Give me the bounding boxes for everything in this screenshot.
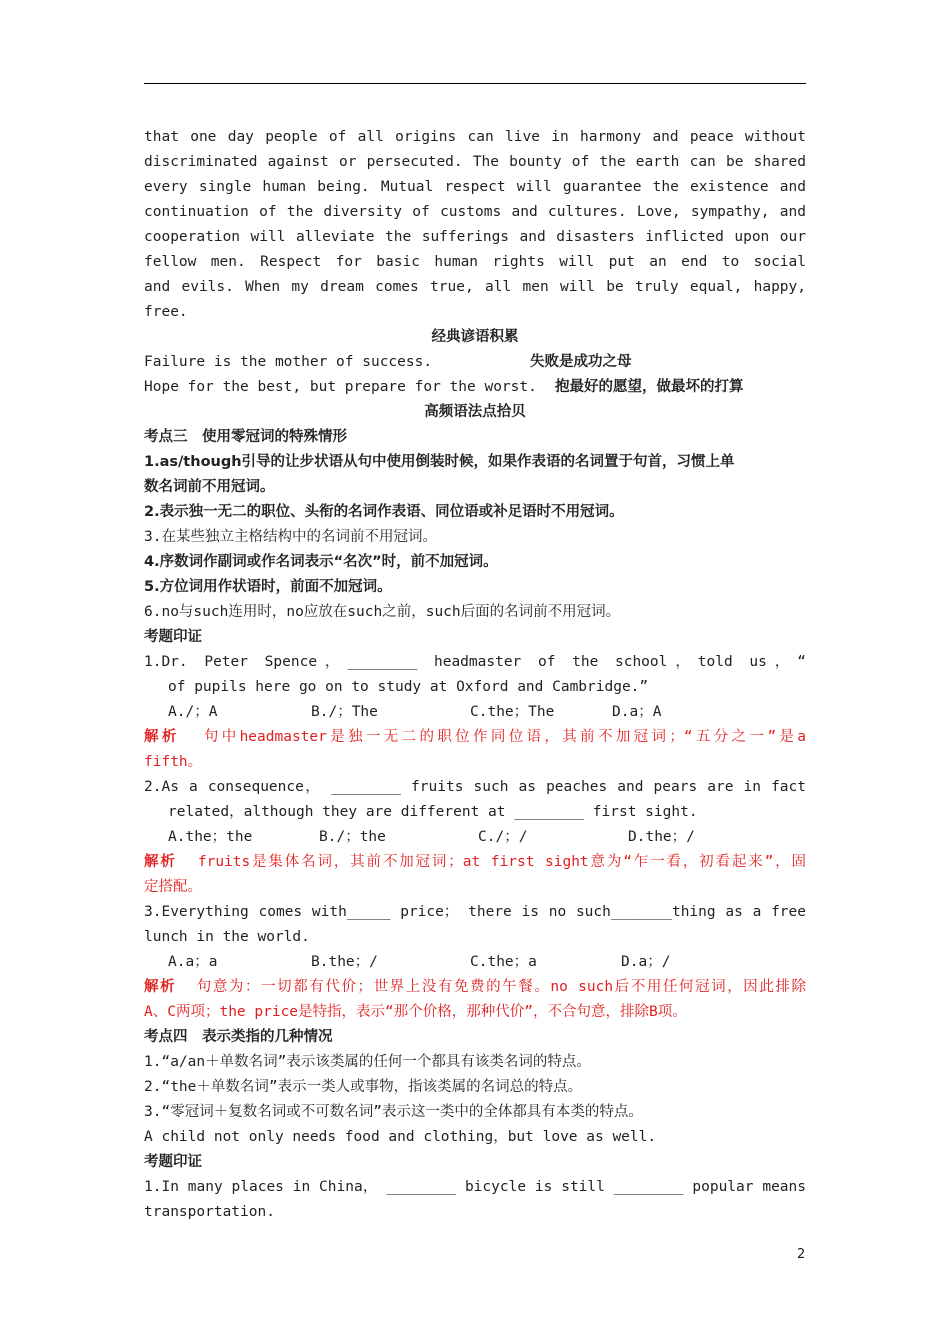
essay-line: continuation of the diversity of customs and cultures. Love, sympathy, and: [144, 204, 806, 220]
analysis: [144, 850, 806, 875]
rule-item: 3.“零冠词＋复数名词或不可数名词”表示这一类中的全体都具有本类的特点。: [144, 1104, 643, 1120]
proverb-zh: 抱最好的愿望，做最坏的打算: [555, 379, 744, 395]
rule-item: 2.“the＋单数名词”表示一类人或事物，指该类属的名词总的特点。: [144, 1079, 583, 1095]
analysis-label: 解析: [144, 729, 180, 745]
option-c: C.the；a: [470, 954, 537, 970]
rule-item: 数名词前不用冠词。: [144, 479, 275, 495]
option-b: B./；The: [311, 704, 378, 720]
exam-label: 考题印证: [144, 1154, 202, 1170]
option-d: D.a；A: [612, 704, 662, 720]
analysis-cont: fifth。: [144, 754, 203, 770]
option-d: D.the；/: [628, 829, 695, 845]
question-stem: 1.In many places in China， ________ bicycle is still ________ popular means: [144, 1179, 806, 1195]
proverb-en: Hope for the best, but prepare for the worst.: [144, 379, 537, 395]
point3-title: 考点三 使用零冠词的特殊情形: [144, 429, 347, 445]
proverb-item: [144, 375, 806, 400]
analysis-cont: A、C两项；the price是特指，表示“那个价格，那种代价”，不合句意，排除B项。: [144, 1004, 687, 1020]
option-c: C./；/: [478, 829, 528, 845]
analysis-text: fruits是集体名词，其前不加冠词；at first sight意为“乍一看，初看起来”，固: [197, 854, 806, 870]
option-d: D.a；/: [621, 954, 671, 970]
exam-label: 考题印证: [144, 629, 202, 645]
essay-line: every single human being. Mutual respect will guarantee the existence and: [144, 179, 806, 195]
proverbs-title: 经典谚语积累: [431, 329, 519, 345]
analysis-text: 句意为：一切都有代价；世界上没有免费的午餐。no such后不用任何冠词，因此排除: [196, 979, 806, 995]
analysis-cont: 定搭配。: [144, 879, 202, 895]
essay-paragraph: [144, 125, 806, 325]
rule-item: 1.“a/an＋单数名词”表示该类属的任何一个都具有该类名词的特点。: [144, 1054, 591, 1070]
question-stem-cont: of pupils here go on to study at Oxford and Cambridge.”: [168, 679, 649, 695]
question-options: [144, 950, 806, 975]
analysis-label: 解析: [144, 854, 177, 870]
question-stem-cont: related，although they are different at ________ first sight.: [168, 804, 698, 820]
rule-item: 5.方位词用作状语时，前面不加冠词。: [144, 579, 392, 595]
essay-line: fellow men. Respect for basic human rights will put an end to social: [144, 254, 806, 270]
analysis: [144, 725, 806, 750]
essay-line: and evils. When my dream comes true, all men will be truly equal, happy,: [144, 279, 806, 295]
essay-line: that one day people of all origins can live in harmony and peace without: [144, 129, 806, 145]
option-a: A./；A: [168, 704, 218, 720]
question-stem: 2.As a consequence， ________ fruits such as peaches and pears are in fact: [144, 779, 806, 795]
essay-line: free.: [144, 304, 188, 320]
grammar-title: 高频语法点拾贝: [424, 404, 526, 420]
option-a: A.the；the: [168, 829, 253, 845]
example-sentence: A child not only needs food and clothing，but love as well.: [144, 1129, 657, 1145]
question-stem-cont: lunch in the world.: [144, 929, 310, 945]
rule-item: 4.序数词作副词或作名词表示“名次”时，前不加冠词。: [144, 554, 498, 570]
rule-item: 1.as/though引导的让步状语从句中使用倒装时候，如果作表语的名词置于句首，习惯上单: [144, 454, 735, 470]
question-stem: 3.Everything comes with_____ price； there is no such_______thing as a free: [144, 904, 806, 920]
question-stem: 1.Dr. Peter Spence，________ headmaster of the school，told us，“: [144, 654, 806, 670]
analysis-text: 句中headmaster是独一无二的职位作同位语，其前不加冠词；“五分之一”是a: [203, 729, 806, 745]
proverb-en: Failure is the mother of success.: [144, 354, 433, 370]
rule-item: 2.表示独一无二的职位、头衔的名词作表语、同位语或补足语时不用冠词。: [144, 504, 624, 520]
essay-line: cooperation will alleviate the sufferings and disasters inflicted upon our: [144, 229, 806, 245]
rule-item: 6.no与such连用时，no应放在such之前，such后面的名词前不用冠词。: [144, 604, 621, 620]
header-rule: [144, 83, 806, 84]
option-a: A.a；a: [168, 954, 218, 970]
proverb-zh: 失败是成功之母: [530, 354, 632, 370]
rule-item: 3.在某些独立主格结构中的名词前不用冠词。: [144, 529, 437, 545]
question-stem-cont: transportation.: [144, 1204, 275, 1220]
point4-title: 考点四 表示类指的几种情况: [144, 1029, 333, 1045]
question-options: [144, 700, 806, 725]
essay-line: discriminated against or persecuted. The bounty of the earth can be shared: [144, 154, 806, 170]
option-c: C.the；The: [470, 704, 555, 720]
analysis: [144, 975, 806, 1000]
option-b: B.the；/: [311, 954, 378, 970]
page-body: [144, 125, 806, 1225]
question-options: [144, 825, 806, 850]
analysis-label: 解析: [144, 979, 177, 995]
proverb-item: [144, 350, 806, 375]
option-b: B./；the: [319, 829, 386, 845]
page-number: 2: [797, 1247, 806, 1262]
